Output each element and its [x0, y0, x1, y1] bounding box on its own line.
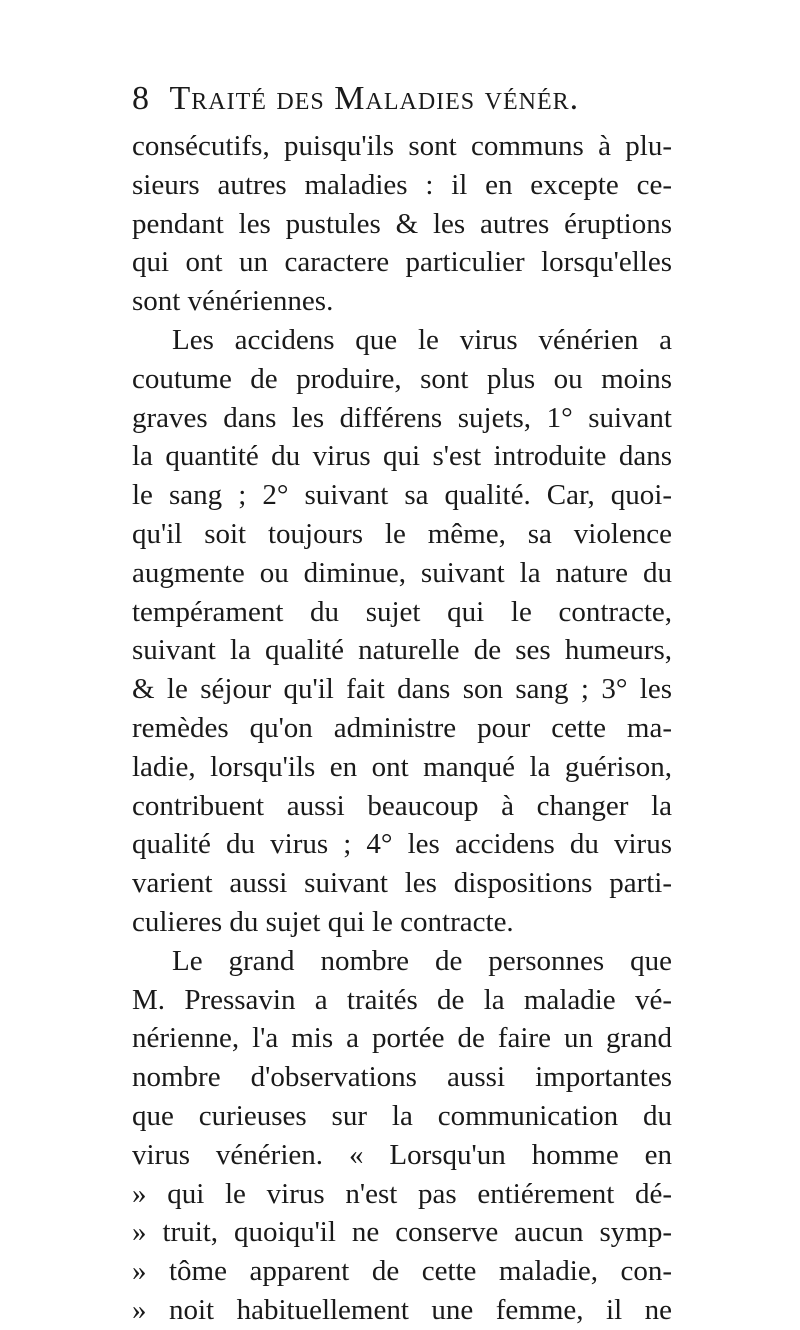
text-line: & le séjour qu'il fait dans son sang ; 3° les: [132, 673, 672, 706]
quoted-line: » tôme apparent de cette maladie, con-: [132, 1255, 672, 1288]
text-line: suivant la qualité naturelle de ses humeurs,: [132, 634, 672, 667]
text-line: coutume de produire, sont plus ou moins: [132, 362, 672, 395]
text-line: que curieuses sur la communication du: [132, 1099, 672, 1132]
text-line: qualité du virus ; 4° les accidens du virus: [132, 828, 672, 861]
text-line: varient aussi suivant les dispositions parti-: [132, 867, 672, 900]
page-number: 8: [132, 80, 150, 117]
text-line: nérienne, l'a mis a portée de faire un grand: [132, 1022, 672, 1055]
text-line: nombre d'observations aussi importantes: [132, 1061, 672, 1094]
text-line: sieurs autres maladies : il en excepte ce-: [132, 168, 672, 201]
text-line: sont vénériennes.: [132, 285, 334, 318]
paragraph-start-line: Le grand nombre de personnes que: [172, 944, 672, 977]
quoted-line: » qui le virus n'est pas entiérement dé-: [132, 1177, 672, 1210]
text-line: tempérament du sujet qui le contracte,: [132, 595, 672, 628]
quoted-line: » noit habituellement une femme, il ne: [132, 1293, 672, 1326]
text-line: le sang ; 2° suivant sa qualité. Car, quoi-: [132, 479, 672, 512]
text-line: augmente ou diminue, suivant la nature du: [132, 556, 672, 589]
paragraph-start-line: Les accidens que le virus vénérien a: [172, 323, 672, 356]
text-line: qui ont un caractere particulier lorsqu'elles: [132, 246, 672, 279]
text-line: remèdes qu'on administre pour cette ma-: [132, 711, 672, 744]
text-line: culieres du sujet qui le contracte.: [132, 905, 514, 938]
text-line: ladie, lorsqu'ils en ont manqué la guérison,: [132, 750, 672, 783]
quoted-line: » truit, quoiqu'il ne conserve aucun symp-: [132, 1216, 672, 1249]
page-header: [132, 80, 672, 124]
text-line: graves dans les différens sujets, 1° suivant: [132, 401, 672, 434]
text-line: qu'il soit toujours le même, sa violence: [132, 517, 672, 550]
body-text: [132, 127, 672, 1330]
text-line: la quantité du virus qui s'est introduite dans: [132, 440, 672, 473]
text-line: virus vénérien. « Lorsqu'un homme en: [132, 1138, 672, 1171]
text-line: M. Pressavin a traités de la maladie vé-: [132, 983, 672, 1016]
text-line: pendant les pustules & les autres éruptions: [132, 207, 672, 240]
text-line: consécutifs, puisqu'ils sont communs à plu-: [132, 130, 672, 162]
running-title: Traité des Maladies vénér.: [169, 80, 580, 117]
text-line: contribuent aussi beaucoup à changer la: [132, 789, 672, 822]
